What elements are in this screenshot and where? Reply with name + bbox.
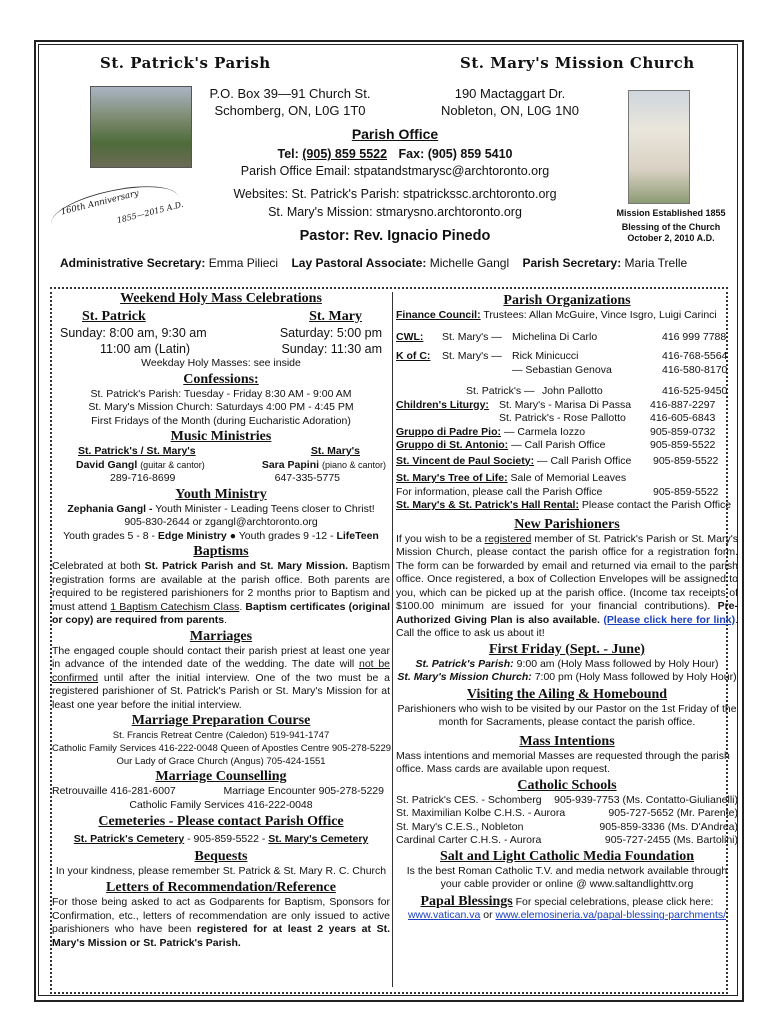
baptisms-and: and [237, 560, 256, 572]
st-patrick-latin: 11:00 am (Latin) [100, 342, 191, 356]
kofc-phone1: 416-768-5564 [662, 350, 728, 362]
letters-text1: For those being asked to act as Godparents for Baptism, Sponsors for Confirmation, etc., letters of recommendation are only issued to active parishioners who have been [52, 896, 390, 935]
mass-title: Weekend Holy Mass Celebrations [120, 291, 322, 306]
st-patricks-cemetery: St. Patrick's Cemetery [73, 833, 185, 845]
mission-church-photo [628, 90, 690, 204]
kofc-stpat-place: St. Patrick's — [466, 385, 535, 397]
baptisms-text2: Baptism registration forms are available at the parish office. Both parents are required to be registered parishioners for 2 months prior to Baptism and must attend [52, 560, 391, 613]
youth-minister-name: Zephania Gangl - [67, 502, 153, 515]
youth-contact[interactable]: 905-830-2644 or zgangl@archtoronto.org [124, 516, 318, 528]
st-antonio-contact: — Call Parish Office [511, 439, 606, 451]
cwl-name: Michelina Di Carlo [512, 330, 598, 343]
music-sara-name: Sara Papini [261, 458, 320, 471]
mass-intentions-title: Mass Intentions [519, 733, 615, 749]
confessions-line2: St. Mary's Mission Church: Saturdays 4:00 PM - 4:45 PM [88, 401, 354, 413]
st-mary-sunday: Sunday: 11:30 am [281, 342, 382, 356]
left-address [190, 85, 390, 119]
first-friday-stpat-label: St. Patrick's Parish: [415, 657, 514, 670]
cwl-place: St. Mary's — [442, 330, 502, 343]
finance-council-text: Trustees: Allan McGuire, Vince Isgro, Luigi Carinci [483, 309, 717, 321]
fax-number: Fax: (905) 859 5410 [398, 147, 513, 161]
music-david-phone: 289-716-8699 [110, 472, 176, 484]
svdp-contact: — Call Parish Office [537, 454, 632, 467]
padre-pio-label: Gruppo di Padre Pio: [396, 425, 502, 438]
left-column [52, 291, 390, 950]
retrouvaille: Retrouvaille 416-281-6007 [52, 785, 176, 797]
right-column [396, 293, 738, 923]
music-david-name: David Gangl [76, 458, 138, 471]
st-patrick-heading: St. Patrick [82, 309, 146, 324]
anniversary-line2: 1855—2015 A.D. [115, 199, 185, 226]
right-address [410, 85, 610, 119]
st-patricks-title: St. Patrick's Parish [100, 54, 271, 72]
new-parishioners-registered: registered [484, 532, 532, 545]
marriages-title: Marriages [189, 628, 253, 644]
childrens-liturgy-stmary: St. Mary's - Marisa Di Passa [499, 398, 632, 411]
organizations-title: Parish Organizations [503, 293, 631, 308]
kofc-name2: — Sebastian Genova [512, 363, 612, 376]
parish-secretary-name: Maria Trelle [624, 256, 688, 270]
school-4-info: 905-727-2455 (Ms. Bartolini) [604, 834, 738, 846]
marriages-text2: until after the initial interview. One of the two must be a registered parishioner of St. Patrick's Parish or St. Mary's Mission for at least one year before the initial interview. [52, 671, 390, 711]
childrens-liturgy-stmary-phone: 416-887-2297 [650, 398, 716, 411]
baptisms-class: 1 Baptism Catechism Class [110, 600, 240, 613]
new-parishioners-text3: Call the office to ask us about it! [396, 627, 545, 639]
confessions-line1: St. Patrick's Parish: Tuesday - Friday 8:30 AM - 9:00 AM [90, 387, 352, 400]
mass-intentions-text: Mass intentions and memorial Masses are requested through the parish office. Mass cards are available upon request. [396, 749, 730, 775]
kofc-stpat-phone: 416-525-9450 [662, 385, 728, 397]
papal-blessings-title: Papal Blessings [420, 893, 513, 909]
tree-of-life-text: Sale of Memorial Leaves [510, 472, 627, 484]
admin-secretary-name: Emma Pilieci [208, 256, 279, 270]
prep-line1: St. Francis Retreat Centre (Caledon) 519-941-1747 [112, 730, 330, 741]
left-address-line1: P.O. Box 39—91 Church St. [209, 86, 371, 101]
blessing-line2: October 2, 2010 A.D. [627, 233, 715, 243]
bequests-text: In your kindness, please remember St. Patrick & St. Mary R. C. Church [55, 864, 387, 877]
visiting-title: Visiting the Ailing & Homebound [466, 686, 668, 702]
tree-of-life-phone: 905-859-5522 [653, 485, 719, 498]
elemosineria-link[interactable]: www.elemosineria.va/papal-blessing-parchments/ [495, 909, 727, 921]
baptisms-title: Baptisms [193, 544, 249, 559]
anniversary-ribbon [50, 190, 190, 232]
st-patrick-sunday: Sunday: 8:00 am, 9:30 am [60, 326, 207, 340]
svdp-label: St. Vincent de Paul Society: [396, 454, 535, 467]
music-heading-both: St. Patrick's / St. Mary's [78, 445, 196, 457]
anniversary-line1: 160th Anniversary [59, 188, 140, 218]
vatican-link[interactable]: www.vatican.va [407, 909, 481, 921]
baptisms-certificates: Baptism certificates (original or copy) are required from parents [52, 600, 391, 626]
school-3-info: 905-859-3336 (Ms. D'Andrea) [599, 820, 738, 833]
st-mary-heading: St. Mary [309, 309, 362, 324]
school-2-name: St. Maximilian Kolbe C.H.S. - Aurora [396, 807, 566, 819]
confessions-line3: First Fridays of the Month (during Eucharistic Adoration) [91, 414, 351, 427]
website-line2[interactable]: St. Mary's Mission: stmarysno.archtoronto.org [268, 205, 522, 219]
first-friday-stmary-label: St. Mary's Mission Church: [397, 671, 532, 683]
papal-or: or [483, 909, 493, 921]
weekday-masses: Weekday Holy Masses: see inside [141, 357, 301, 369]
new-parishioners-text: If you wish to be a registered member of St. Patrick's Parish or St. Mary's Mission Church, please contact the parish office for a registration form. The form can be forwarded by email and returned via email to the parish office. Once registered, a box of Collection Envelopes will be assigned to you, which can be picked up at the parish office. (Income tax receipts of $100.00 minimum are issued for your financial contributions). Pre-Authorized Giving Plan is also available. (Please click here for link). Call the office to ask us about it! [396, 532, 738, 639]
tel-fax-line [200, 147, 590, 161]
baptisms-text1: Celebrated at both [52, 560, 141, 572]
column-divider [392, 292, 393, 987]
cemetery-phone: - 905-859-5522 - [187, 833, 266, 845]
new-parishioners-text1: If you wish to be a [396, 532, 482, 545]
music-sara-phone: 647-335-5775 [274, 472, 340, 484]
music-title: Music Ministries [170, 429, 272, 444]
lay-associate-name: Michelle Gangl [429, 256, 510, 270]
church-photo [90, 86, 192, 168]
counselling-title: Marriage Counselling [155, 769, 287, 784]
hall-rental-text: Please contact the Parish Office [581, 499, 732, 511]
baptisms-stpatrick: St. Patrick Parish [144, 560, 234, 572]
school-3-name: St. Mary's C.E.S., Nobleton [396, 820, 524, 833]
staff-line [60, 256, 740, 270]
letters-text [52, 896, 390, 950]
kofc-stpat-name: John Pallotto [542, 385, 603, 397]
svdp-phone: 905-859-5522 [653, 454, 719, 467]
parish-office-title: Parish Office [351, 126, 439, 142]
baptisms-stmary: St. Mary Mission. [260, 560, 349, 572]
marriage-prep-title: Marriage Preparation Course [131, 713, 311, 728]
tel-number[interactable]: (905) 859 5522 [302, 147, 388, 161]
marriages-text1: The engaged couple should contact their parish priest at least one year in advance of the intended date of the wedding. The date will [52, 644, 390, 670]
mission-established: Mission Established 1855 [616, 208, 726, 218]
left-address-line2: Schomberg, ON, L0G 1T0 [214, 103, 366, 118]
school-2-info: 905-727-5652 (Mr. Parente) [608, 807, 738, 819]
music-heading-stmary: St. Mary's [310, 445, 360, 457]
cwl-label: CWL: [396, 330, 424, 343]
cwl-phone: 416 999 7788 [662, 330, 727, 343]
parish-secretary-label: Parish Secretary: [522, 256, 622, 270]
catholic-schools-title: Catholic Schools [517, 777, 617, 793]
st-antonio-label: Gruppo di St. Antonio: [396, 439, 509, 451]
lifeteen: LifeTeen [336, 529, 379, 542]
pre-authorized-giving: Pre-Authorized Giving Plan is also available. [396, 600, 738, 626]
bequests-title: Bequests [194, 848, 248, 864]
youth-title: Youth Ministry [175, 486, 267, 502]
marriages-not-confirmed: not be confirmed [52, 658, 391, 684]
tree-of-life-label: St. Mary's Tree of Life: [396, 472, 508, 484]
marriages-text [52, 645, 390, 713]
tel-label: Tel: [277, 147, 299, 161]
right-address-line2: Nobleton, ON, L0G 1N0 [440, 103, 580, 118]
music-david-role: (guitar & cantor) [140, 459, 205, 470]
blessing-line1: Blessing of the Church [621, 222, 721, 232]
st-marys-title: St. Mary's Mission Church [460, 54, 695, 72]
right-address-line1: 190 Mactaggart Dr. [454, 86, 566, 101]
marriage-encounter: Marriage Encounter 905-278-5229 [223, 785, 384, 797]
st-antonio-phone: 905-859-5522 [650, 439, 716, 451]
childrens-liturgy-stpat-phone: 416-605-6843 [650, 412, 716, 424]
salt-light-text: Is the best Roman Catholic T.V. and media network available through your cable provider or online @ www.saltandlighttv.org [406, 864, 728, 890]
st-mary-saturday: Saturday: 5:00 pm [279, 326, 382, 340]
admin-secretary-label: Administrative Secretary: [60, 256, 206, 270]
prep-line3: Our Lady of Grace Church (Angus) 705-424-1551 [116, 756, 326, 767]
edge-ministry: Edge Ministry [157, 529, 227, 542]
youth-minister-role: Youth Minister - Leading Teens closer to Christ! [155, 502, 375, 515]
school-4-name: Cardinal Carter C.H.S. - Aurora [396, 834, 542, 846]
letters-requirement: registered for at least 2 years at St. Mary's Mission or St. Patrick's Parish. [52, 923, 390, 949]
lay-associate-label: Lay Pastoral Associate: [291, 256, 427, 270]
pastor-line: Pastor: Rev. Ignacio Pinedo [299, 228, 491, 244]
youth-grades-9-12: ● Youth grades 9 -12 - [229, 529, 334, 542]
hall-rental-label: St. Mary's & St. Patrick's Hall Rental: [396, 499, 579, 511]
school-1-info: 905-939-7753 (Ms. Contatto-Giulianelli) [554, 793, 738, 806]
first-friday-stpat-time: 9:00 am (Holy Mass followed by Holy Hour) [516, 657, 719, 670]
kofc-label: K of C: [396, 350, 431, 362]
office-email[interactable]: Parish Office Email: stpatandstmarysc@archtoronto.org [240, 164, 550, 178]
finance-council-label: Finance Council: [396, 309, 481, 321]
baptisms-text: Celebrated at both St. Patrick Parish and St. Mary Mission. Baptism registration forms are available at the parish office. Both parents are required to be registered parishioners for 2 months prior to Baptism and must attend 1 Baptism Catechism Class. Baptism certificates (original or copy) are required from parents. [52, 560, 391, 626]
letters-title: Letters of Recommendation/Reference [106, 880, 336, 895]
padre-pio-phone: 905-859-0732 [650, 425, 716, 438]
catholic-family-services: Catholic Family Services 416-222-0048 [129, 798, 313, 811]
website-line1[interactable]: Websites: St. Patrick's Parish: stpatrickssc.archtoronto.org [233, 187, 557, 201]
prep-line2: Catholic Family Services 416-222-0048 Queen of Apostles Centre 905-278-5229 [52, 743, 392, 754]
papal-blessings-text: For special celebrations, please click here: [515, 895, 714, 908]
padre-pio-contact: — Carmela Iozzo [503, 425, 586, 438]
salt-light-title: Salt and Light Catholic Media Foundation [440, 848, 694, 864]
st-marys-cemetery: St. Mary's Cemetery [268, 833, 369, 845]
school-1-name: St. Patrick's CES. - Schomberg [396, 793, 542, 806]
giving-plan-link[interactable]: (Please click here for link) [603, 613, 736, 626]
blessing-of-church [612, 222, 730, 244]
childrens-liturgy-stpat: St. Patrick's - Rose Pallotto [499, 412, 626, 424]
first-friday-title: First Friday (Sept. - June) [489, 641, 645, 657]
childrens-liturgy-label: Children's Liturgy: [396, 398, 489, 411]
visiting-text: Parishioners who wish to be visited by our Pastor on the 1st Friday of the month for Sacraments, please contact the parish office. [397, 702, 737, 728]
kofc-place: St. Mary's — [442, 350, 502, 362]
tree-of-life-info: For information, please call the Parish Office [396, 485, 603, 498]
cemeteries-title: Cemeteries - Please contact Parish Office [98, 814, 344, 829]
music-sara-role: (piano & cantor) [321, 459, 386, 470]
kofc-name1: Rick Minicucci [512, 350, 579, 362]
confessions-title: Confessions: [183, 371, 259, 387]
kofc-phone2: 416-580-8170 [662, 363, 728, 376]
new-parishioners-title: New Parishioners [514, 516, 620, 532]
new-parishioners-text2: member of St. Patrick's Parish or St. Mary's Mission Church, please contact the parish office for a registration form. The form can be forwarded by email and returned via email to the parish office. Once registered, a box of Collection Envelopes will be assigned to you, which can be picked up at the parish office. (Income tax receipts of $100.00 minimum are issued for your financial contributions). [396, 532, 738, 612]
youth-grades-5-8: Youth grades 5 - 8 - [63, 529, 155, 542]
first-friday-stmary-time: 7:00 pm (Holy Mass followed by Holy Hour) [534, 671, 737, 683]
